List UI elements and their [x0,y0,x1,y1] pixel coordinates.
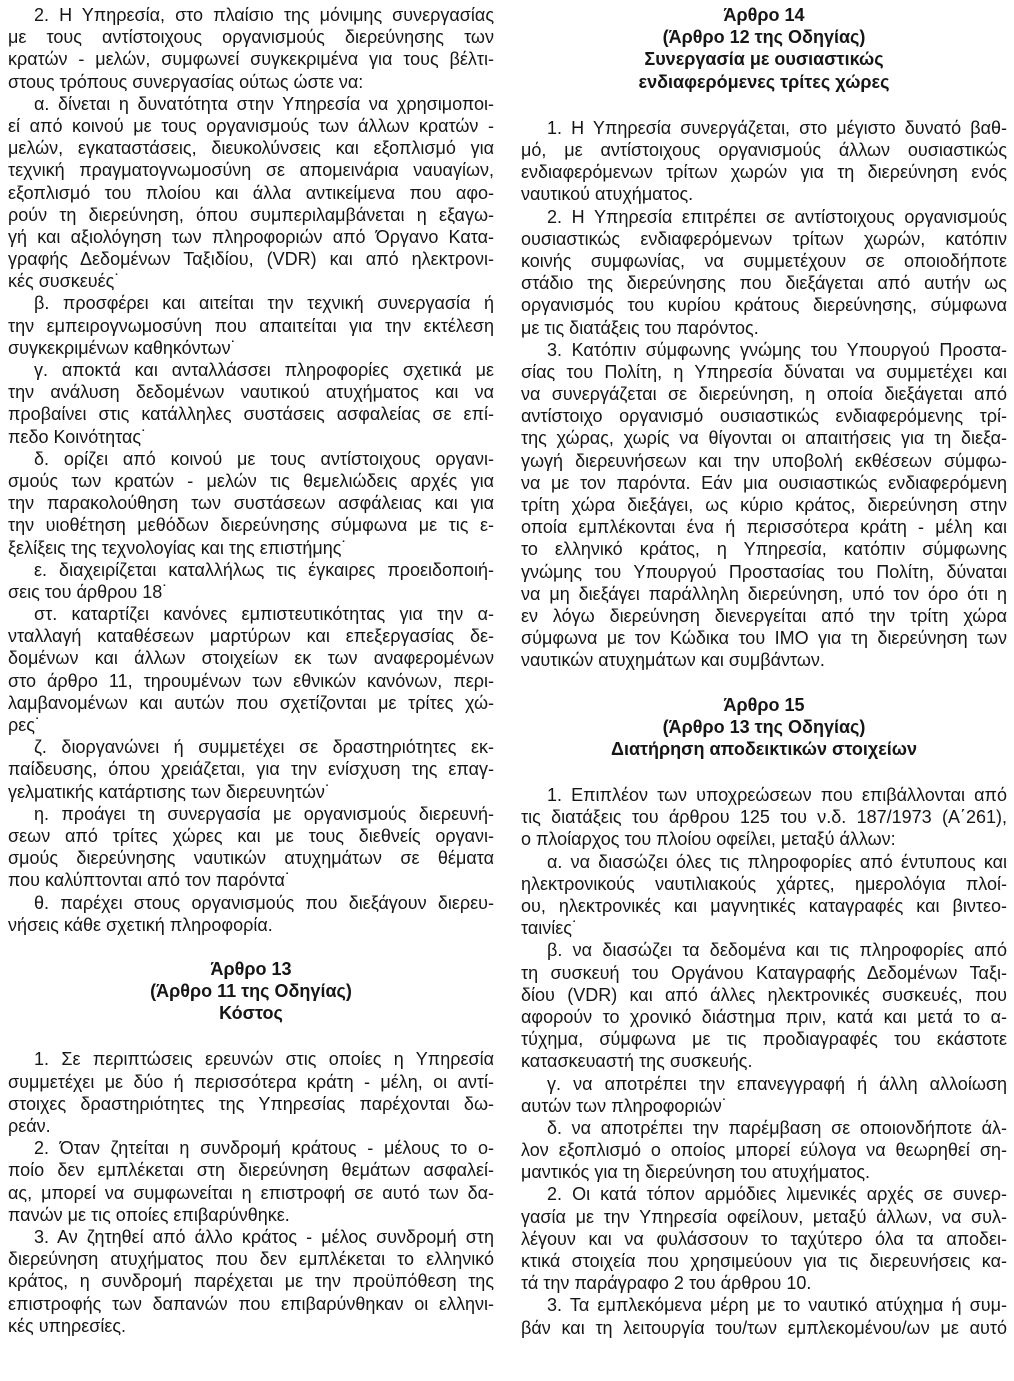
paragraph [8,603,494,736]
text-line: ρεάν. [8,1116,51,1137]
text-line: την ανάλυση δεδομένων ναυτικού ατυχήματος και να [8,382,494,403]
text-line: πανών με τις οποίες επιβαρύνθηκε. [8,1204,290,1225]
text-line: λέγουν και να φυλάσσουν το ταχύτερο όλα τα αποδει- [521,1228,1007,1249]
text-line: μαντικός για τη διερεύνηση του ατυχήματος. [521,1162,871,1183]
text-line: σεις του άρθρου 18˙ [8,581,169,602]
text-line: 3. Αν ζητηθεί από άλλο κράτος - μέλος συνδρομή στη [34,1226,494,1247]
text-line: την παρακολούθηση των συστάσεων ασφάλειας και για [8,493,494,514]
text-line: να συνεργάζεται σε διερεύνηση, η οποία διεξάγεται από [521,384,1007,405]
article-13-title: Άρθρο 13 [210,958,292,979]
text-line: την εμπειρογνωμοσύνη που απαιτείται για την εκτέλεση [8,315,494,336]
right-column [521,4,1007,1339]
text-line: ο πλοίαρχος του πλοίου οφείλει, μεταξύ άλλων: [521,829,896,850]
text-line: αφορούν το χρονικό διάστημα πριν, κατά και μετά το α- [521,1006,1007,1027]
list-items-cooperation [8,93,494,936]
spacer [8,936,494,958]
text-line: το ελληνικό κράτος, η Υπηρεσία, κατόπιν σύμφωνης [521,539,1007,560]
text-line: επιστροφής των δαπανών που επιβαρύνθηκαν οι ελληνι- [8,1293,494,1314]
text-line: οποία εμπλέκονται ένα ή περισσότερα κράτη - μέλη και [521,517,1007,538]
text-line: β. να διασώζει τα δεδομένα και τις πληροφορίες από [547,940,1007,961]
text-line: γωγή διερευνήσεων και την υποβολή εκθέσεων σύμφω- [521,450,1007,471]
text-line: προβαίνει στις κατάλληλες συστάσεις ασφαλείας σε επί- [8,404,494,425]
text-line: σίας του Πολίτη, η Υπηρεσία δύναται να συμμετέχει και [521,361,1007,382]
text-line: τύχημα, σύμφωνα με τις προδιαγραφές του εκάστοτε [521,1029,1007,1050]
paragraph [521,1183,1007,1294]
paragraph [521,339,1007,672]
paragraph [8,1226,494,1337]
text-line: 1. Η Υπηρεσία συνεργάζεται, στο μέγιστο δυνατό βαθ- [547,117,1007,138]
text-line: μό, με αντίστοιχους οργανισμούς άλλων ουσιαστικώς [521,140,1007,160]
text-line: δίου (VDR) και από άλλες ηλεκτρονικές συσκευές, που [521,984,1007,1005]
text-line: αυτών των πληροφοριών˙ [521,1095,728,1116]
article-15-title: Άρθρο 15 [723,694,805,715]
text-line: γ. αποκτά και ανταλλάσσει πληροφορίες σχετικά με [34,360,494,380]
text-line: ενδιαφερόμενων τρίτων χωρών για τη διερεύνηση ενός [521,162,1007,183]
article-15-subject: Διατήρηση αποδεικτικών στοιχείων [611,738,917,759]
text-line: τά την παράγραφο 2 του άρθρου 10. [521,1273,812,1294]
text-line: ας, μπορεί να συμφωνείται η επιστροφή σε αυτό των δα- [8,1182,494,1203]
text-line: ρούν τη διερεύνηση, όπου συμπεριλαμβάνεται η εξαγω- [8,204,494,225]
text-line: ποίο δεν εμπλέκεται στη διερεύνηση θεμάτων ασφαλεί- [8,1160,494,1181]
text-line: κράτος, η συνδρομή παρέχεται με την προϋπόθεση της [8,1271,494,1292]
text-line: η. προάγει τη συνεργασία με οργανισμούς διερευνή- [34,803,494,824]
text-line: στο άρθρο 11, τηρουμένων των εθνικών κανόνων, περι- [8,670,494,691]
text-line: την υιοθέτηση μεθόδων διερεύνησης σύμφωνα με τις ε- [8,515,494,536]
text-line: κές υπηρεσίες. [8,1315,127,1336]
spacer [521,93,1007,117]
text-line: 1. Επιπλέον των υποχρεώσεων που επιβάλλονται από [547,785,1007,806]
text-line: σύμφωνα με τον Κώδικα του IMO για τη διερεύνηση των [521,628,1007,649]
paragraph [521,851,1007,940]
text-line: στους τρόπους συνεργασίας ούτως ώστε να: [8,71,364,92]
text-line: α. δίνεται η δυνατότητα στην Υπηρεσία να χρησιμοποι- [34,93,494,114]
paragraph [521,784,1007,851]
text-line: στ. καταρτίζει κανόνες εμπιστευτικότητας για την α- [34,604,494,625]
text-line: μελών, εγκαταστάσεις, διευκολύνσεις και εξοπλισμό για [8,138,494,159]
text-line: λαμβανομένων και αυτών που σχετίζονται με τρίτες χώ- [8,692,494,713]
paragraph [8,892,494,936]
spacer [521,760,1007,784]
text-line: στάδιο της διερεύνησης που διεξάγεται από αυτήν ως [521,273,1007,294]
text-line: τις διατάξεις του άρθρου 125 του ν.δ. 187/1973 (Α΄261), [521,807,1007,828]
left-column [8,4,494,1337]
text-line: γασία με την Υπηρεσία οφείλουν, μεταξύ άλλων, να συλ- [521,1206,1007,1227]
text-line: της χώρας, χωρίς να θίγονται οι απαιτήσεις για τη διεξα- [521,428,1007,449]
article-13-directive-ref: (Άρθρο 11 της Οδηγίας) [150,981,352,1002]
text-line: εν λόγω διερεύνηση διενεργείται από την τρίτη χώρα [521,605,1007,626]
text-line: θ. παρέχει στους οργανισμούς που διεξάγουν διερευ- [34,892,494,913]
text-line: σεων από τρίτες χώρες και με τους διεθνείς οργανι- [8,825,494,846]
text-line: 1. Σε περιπτώσεις ερευνών στις οποίες η Υπηρεσία [34,1049,494,1070]
paragraph [8,359,494,448]
text-line: ηλεκτρονικούς ναυτιλιακούς χάρτες, ημερολόγια πλοί- [521,873,1007,894]
paragraph [521,1117,1007,1184]
text-line: κοινής συμφωνίας, να συμμετέχουν σε οποιοδήποτε [521,250,1007,271]
text-line: με τις διατάξεις του παρόντος. [521,317,759,338]
text-line: 3. Τα εμπλεκόμενα μέρη με το ναυτικό ατύχημα ή συμ- [547,1295,1007,1316]
article-14-body [521,117,1007,672]
text-line: τεχνική πραγματογνωμοσύνη σε απομεινάρια ναυαγίων, [8,160,494,181]
article-15-directive-ref: (Άρθρο 13 της Οδηγίας) [662,716,866,737]
paragraph [8,1048,494,1137]
text-line: γή και αξιολόγηση των πληροφοριών από Όργανο Κατα- [8,226,494,247]
text-line: γραφής Δεδομένων Ταξιδίου, (VDR) και από ηλεκτρονι- [8,249,494,270]
text-line: κές συσκευές˙ [8,271,121,292]
text-line: διερεύνηση ατυχήματος που δεν εμπλέκεται το ελληνικό [8,1249,494,1270]
text-line: νήσεις κάθε σχετική πληροφορία. [8,914,273,935]
text-line: συγκεκριμένων καθηκόντων˙ [8,337,237,358]
text-line: εί από κοινού με τους οργανισμούς των άλλων κρατών - [8,115,494,136]
text-line: σμούς διερεύνησης ναυτικών ατυχημάτων σε θέματα [8,848,494,869]
text-line: γ. να αποτρέπει την επανεγγραφή ή άλλη αλλοίωση [547,1073,1007,1094]
text-line: τη συσκευή του Οργάνου Καταγραφής Δεδομένων Ταξι- [521,962,1007,983]
paragraph [8,292,494,359]
text-line: 3. Κατόπιν σύμφωνης γνώμης του Υπουργού Προστα- [547,339,1007,360]
text-line: δ. να αποτρέπει την παρέμβαση σε οποιονδήποτε άλ- [547,1117,1007,1138]
spacer [8,1024,494,1048]
text-line: να με τον παρόντα. Εάν μια ουσιαστικώς ενδιαφερόμενη [521,472,1007,493]
text-line: 2. Όταν ζητείται η συνδρομή κράτους - μέλους το ο- [34,1138,494,1159]
text-line: με τους αντίστοιχους οργανισμούς διερεύνησης των [8,27,494,48]
paragraph [521,1073,1007,1117]
article-14-directive-ref: (Άρθρο 12 της Οδηγίας) [662,27,866,48]
text-line: λον εξοπλισμό ο οποίος μπορεί εύλογα να θεωρηθεί ση- [521,1140,1007,1161]
paragraph [8,1137,494,1226]
article-14-subject-line-1: Συνεργασία με ουσιαστικώς [644,49,884,70]
article-13-body [8,1048,494,1336]
text-line: ξελίξεις της τεχνολογίας και της επιστήμης˙ [8,537,348,558]
text-line: παίδευσης, όπου χρειάζεται, για την ενίσχυση της επαγ- [8,759,494,780]
text-line: πεδο Κοινότητας˙ [8,426,148,447]
article-14-subject-line-2: ενδιαφερόμενες τρίτες χώρες [638,71,890,92]
article-13-subject: Κόστος [219,1003,283,1024]
text-line: γελματικής κατάρτισης των διερευνητών˙ [8,781,331,802]
text-line: στοιχες δραστηριότητες της Υπηρεσίας παρέχονται δω- [8,1093,494,1114]
paragraph [8,559,494,603]
text-line: ναυτικού ατυχήματος. [521,184,694,205]
text-line: νταλλαγή καταθέσεων μαρτύρων και επεξεργασίας δε- [8,626,494,647]
text-line: γνώμης του Υπουργού Προστασίας του Πολίτη, δύναται [521,561,1007,582]
text-line: αντίστοιχο οργανισμό ουσιαστικώς ενδιαφερόμενης τρί- [521,406,1007,427]
text-line: που καλύπτονται από τον παρόντα˙ [8,870,291,891]
text-line: 2. Η Υπηρεσία επιτρέπει σε αντίστοιχους οργανισμούς [547,206,1007,227]
text-line: δ. ορίζει από κοινού με τους αντίστοιχους οργανι- [34,448,494,469]
spacer [521,672,1007,694]
text-line: εξοπλισμό του πλοίου και άλλα αντικείμενα που αφο- [8,182,494,203]
text-line: β. προσφέρει και αιτείται την τεχνική συνεργασία ή [34,293,494,314]
text-line: ρες˙ [8,715,41,735]
paragraph [521,1294,1007,1338]
text-line: α. να διασώζει όλες τις πληροφορίες από έντυπους και [547,851,1007,872]
text-line: δομένων και άλλων στοιχείων εκ των αναφερομένων [8,648,494,669]
text-line: ουσιαστικώς ενδιαφερόμενων τρίτων χωρών, κατόπιν [521,228,1007,249]
text-line: 2. Οι κατά τόπον αρμόδιες λιμενικές αρχές σε συνερ- [547,1184,1007,1205]
text-line: 2. Η Υπηρεσία, στο πλαίσιο της μόνιμης συνεργασίας [34,5,494,25]
text-line: ου, ηλεκτρονικές και μαγνητικές καταγραφές και βιντεο- [521,896,1007,917]
text-line: ε. διαχειρίζεται καταλλήλως τις έγκαιρες προειδοποιή- [34,559,494,580]
paragraph [8,736,494,803]
text-line: να μη διεξάγει παράλληλη διερεύνηση, υπό τον όρο ότι η [521,583,1007,604]
article-14-title: Άρθρο 14 [723,5,805,25]
text-line: συμμετέχει με δύο ή περισσότερα κράτη - μέλη, οι αντί- [8,1071,494,1092]
paragraph [8,93,494,293]
text-line: ναυτικών ατυχημάτων και συμβάντων. [521,650,825,671]
paragraph-cooperation-intro [8,4,494,93]
text-line: οργανισμός του κυρίου κράτους διερεύνησης, σύμφωνα [521,295,1007,316]
article-15-body [521,784,1007,1339]
text-line: σμούς των κρατών - μελών τις θεμελιώδεις αρχές για [8,470,494,491]
text-line: ταινίες˙ [521,918,578,939]
paragraph [8,448,494,559]
paragraph [521,939,1007,1072]
text-line: κτικά στοιχεία που χρησιμεύουν για τις διερευνήσεις κα- [521,1251,1007,1272]
text-line: τρίτη χώρα διεξάγει, ως κύριο κράτος, διερεύνηση στην [521,495,1007,515]
text-line: βάν και τη λειτουργία του/των εμπλεκομένου/ων με αυτό [521,1317,1007,1338]
paragraph [521,206,1007,339]
text-line: κρατών - μελών, συμφωνεί συγκεκριμένα για τους βέλτι- [8,49,494,70]
paragraph [8,803,494,892]
paragraph [521,117,1007,206]
text-line: ζ. διοργανώνει ή συμμετέχει σε δραστηριότητες εκ- [34,737,494,758]
text-line: κατασκευαστή της συσκευής. [521,1051,753,1072]
